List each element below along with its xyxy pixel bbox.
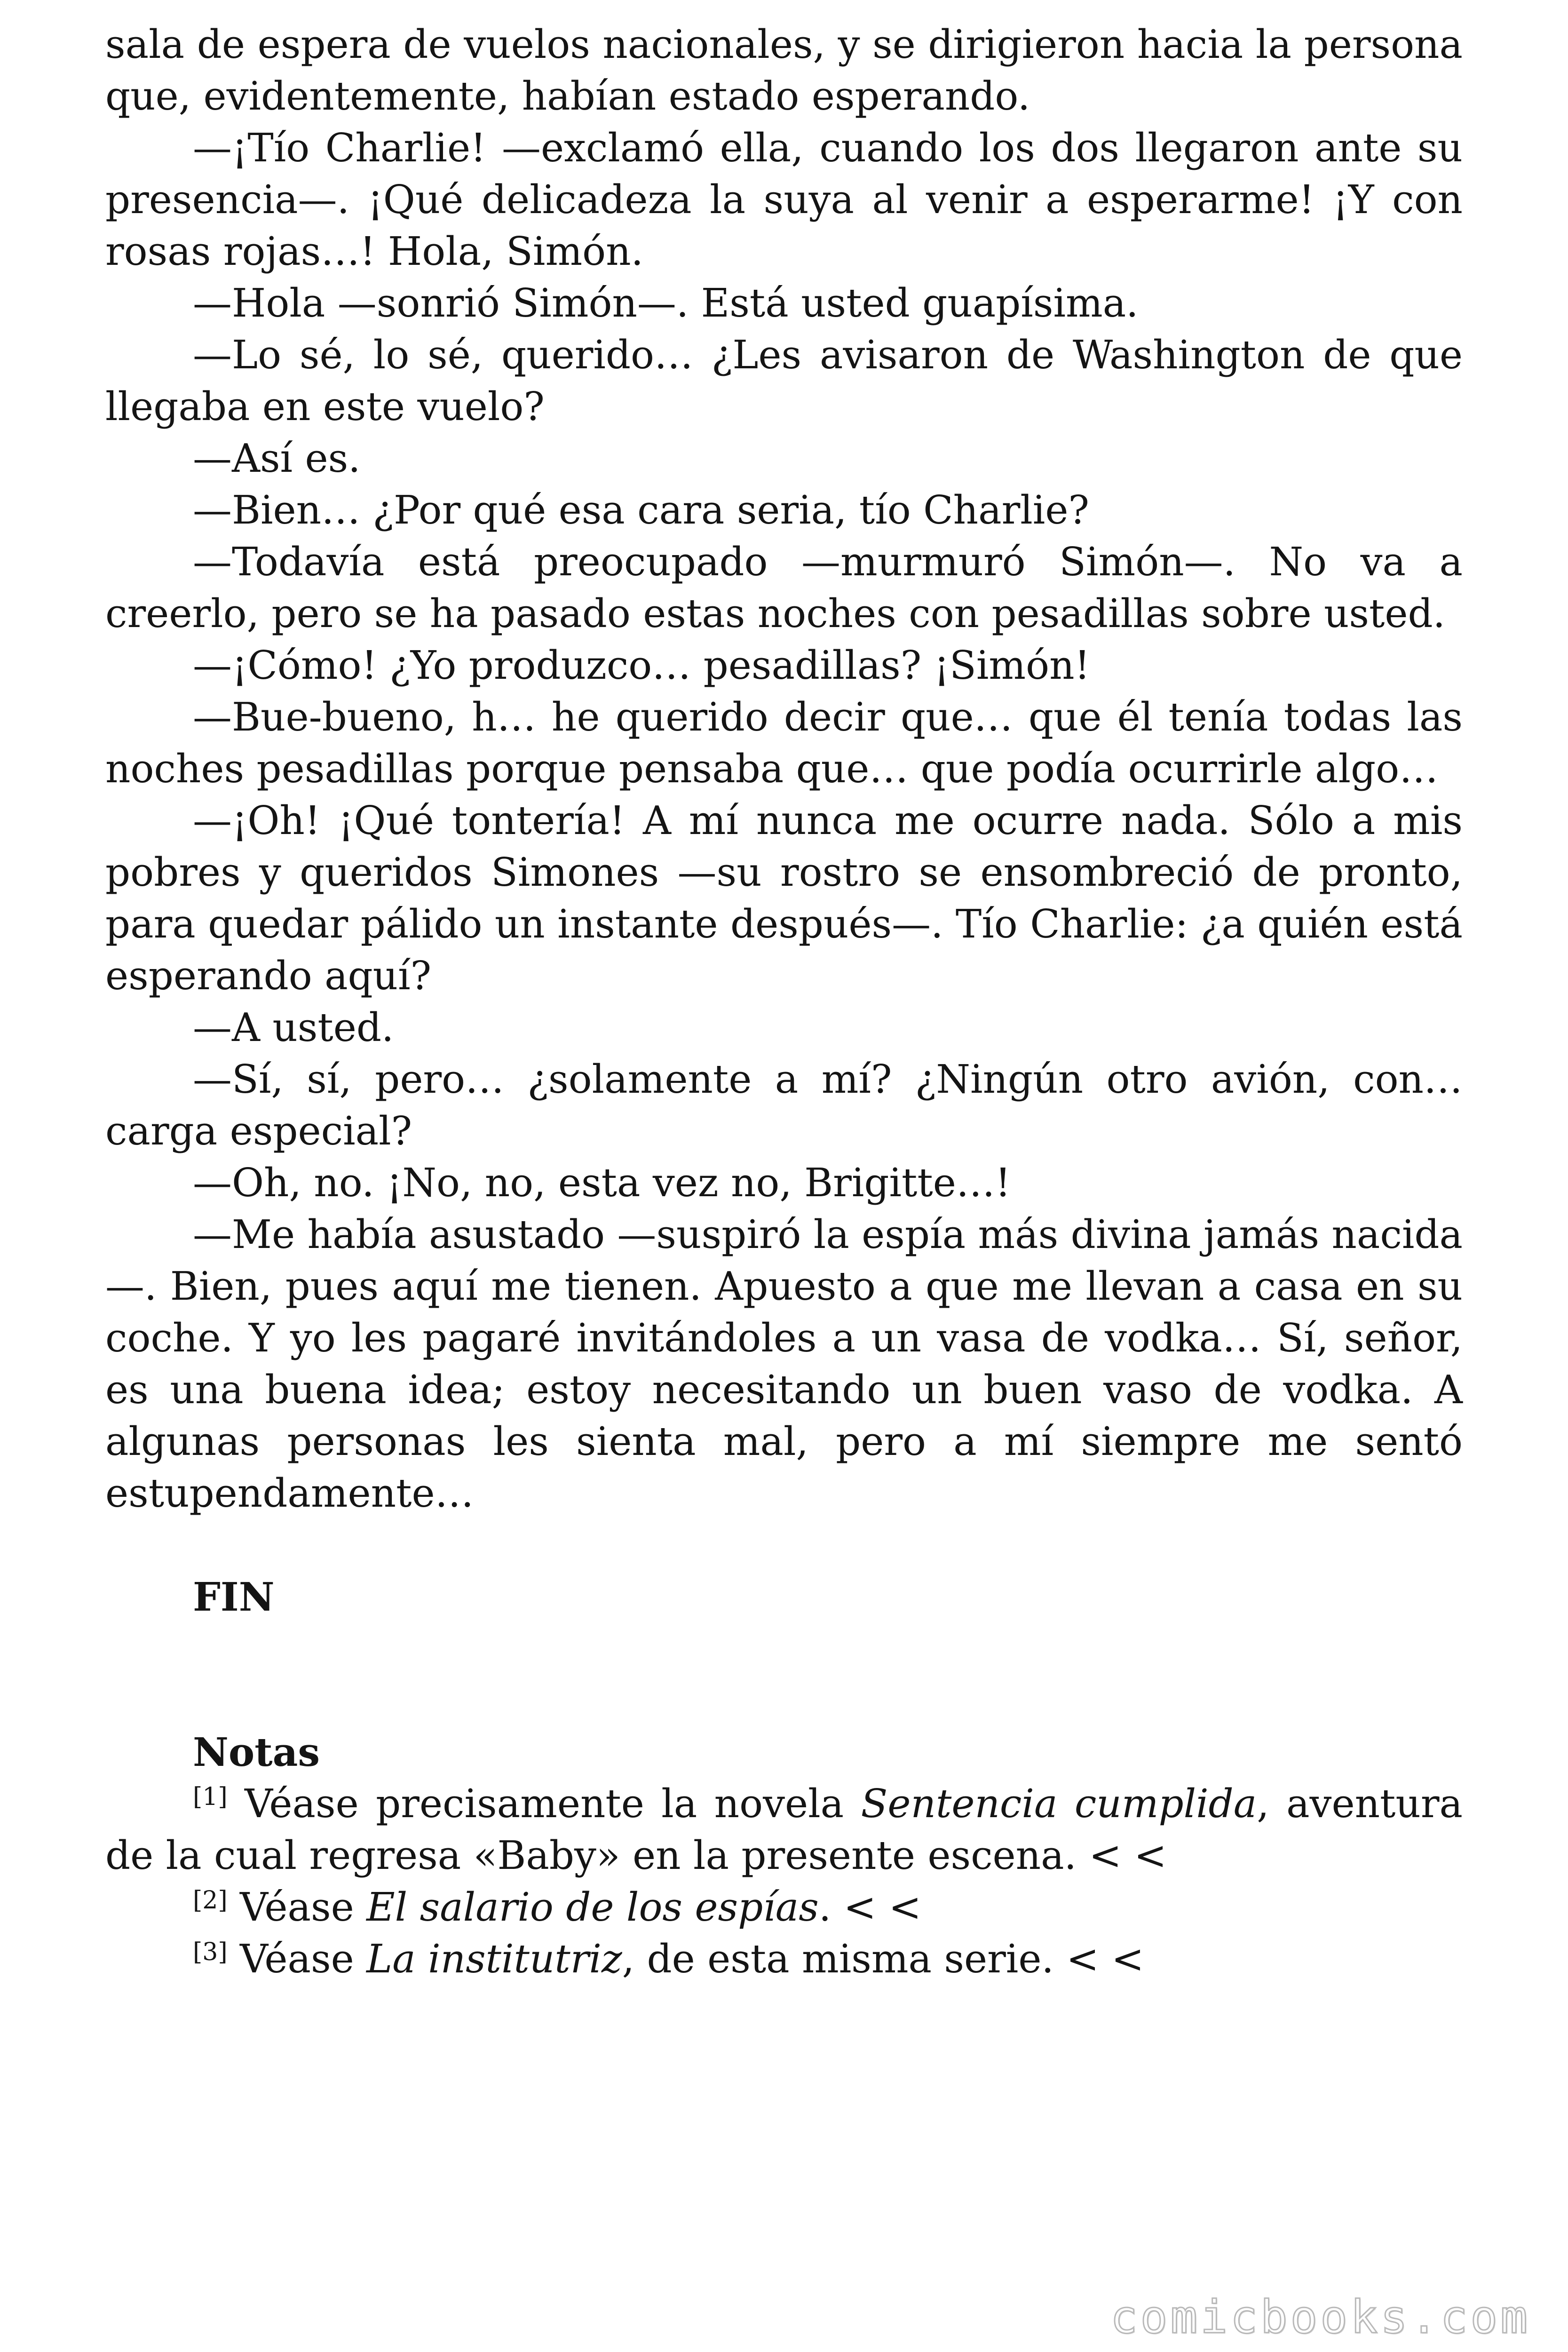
paragraph: —¡Cómo! ¿Yo produzco… pesadillas? ¡Simón! <box>193 643 1090 688</box>
paragraph: —Lo sé, lo sé, querido… ¿Les avisaron de Washington de que llegaba en este vuelo? <box>105 332 1463 429</box>
footnote-3 <box>105 1933 1463 1985</box>
paragraph: —Bue-bueno, h… he querido decir que… que él tenía todas las noches pesadillas porque pensaba que… que podía ocurrirle algo… <box>105 694 1463 792</box>
footnote-text: , de esta misma serie. < < <box>622 1936 1144 1982</box>
footnote-1 <box>105 1778 1463 1882</box>
footnote-text: Véase <box>227 1936 367 1982</box>
watermark: comicbooks.com <box>1110 2291 1530 2344</box>
paragraph: —Hola —sonrió Simón—. Está usted guapísima. <box>193 280 1139 326</box>
notes-heading: Notas <box>193 1729 320 1775</box>
paragraph: —¡Oh! ¡Qué tontería! A mí nunca me ocurre nada. Sólo a mis pobres y queridos Simones —su rostro se ensombreció de pronto, para quedar pálido un instante después—. Tío Charlie: ¿a quién está esperando aquí? <box>105 798 1463 999</box>
footnote-marker[interactable]: [2] <box>193 1886 228 1915</box>
document-page <box>105 19 1463 1985</box>
fin-heading: FIN <box>193 1574 275 1620</box>
book-title: El salario de los espías <box>366 1884 819 1930</box>
footnote-marker[interactable]: [3] <box>193 1938 228 1966</box>
paragraph: —¡Tío Charlie! —exclamó ella, cuando los dos llegaron ante su presencia—. ¡Qué delicadeza la suya al venir a esperarme! ¡Y con rosas rojas…! Hola, Simón. <box>105 125 1463 274</box>
paragraph: sala de espera de vuelos nacionales, y se dirigieron hacia la persona que, evidentemente, habían estado esperando. <box>105 22 1463 119</box>
footnote-text: Véase <box>227 1884 367 1930</box>
paragraph: —Me había asustado —suspiró la espía más divina jamás nacida —. Bien, pues aquí me tienen. Apuesto a que me llevan a casa en su coche. Y yo les pagaré invitándoles a un vasa de vodka… Sí, señor, es una buena idea; estoy necesitando un buen vaso de vodka. A algunas personas les sienta mal, pero a mí siempre me sentó estupendamente… <box>105 1212 1463 1516</box>
paragraph: —Todavía está preocupado —murmuró Simón—. No va a creerlo, pero se ha pasado estas noches con pesadillas sobre usted. <box>105 539 1463 636</box>
footnote-text: . < < <box>818 1884 922 1930</box>
book-title: La institutriz <box>366 1936 622 1982</box>
footnote-text: Véase precisamente la novela <box>227 1781 861 1827</box>
paragraph: —Bien… ¿Por qué esa cara seria, tío Charlie? <box>193 487 1089 533</box>
footnote-marker[interactable]: [1] <box>193 1783 228 1811</box>
footnote-2 <box>105 1882 1463 1933</box>
book-title: Sentencia cumplida <box>861 1781 1257 1827</box>
footnote-text: , aventura de la cual regresa «Baby» en la presente escena. < < <box>105 1781 1463 1878</box>
paragraph: —Sí, sí, pero… ¿solamente a mí? ¿Ningún otro avión, con… carga especial? <box>105 1057 1463 1154</box>
paragraph: —A usted. <box>193 1005 394 1050</box>
paragraph: —Así es. <box>193 436 361 481</box>
paragraph: —Oh, no. ¡No, no, esta vez no, Brigitte…! <box>193 1160 1011 1206</box>
